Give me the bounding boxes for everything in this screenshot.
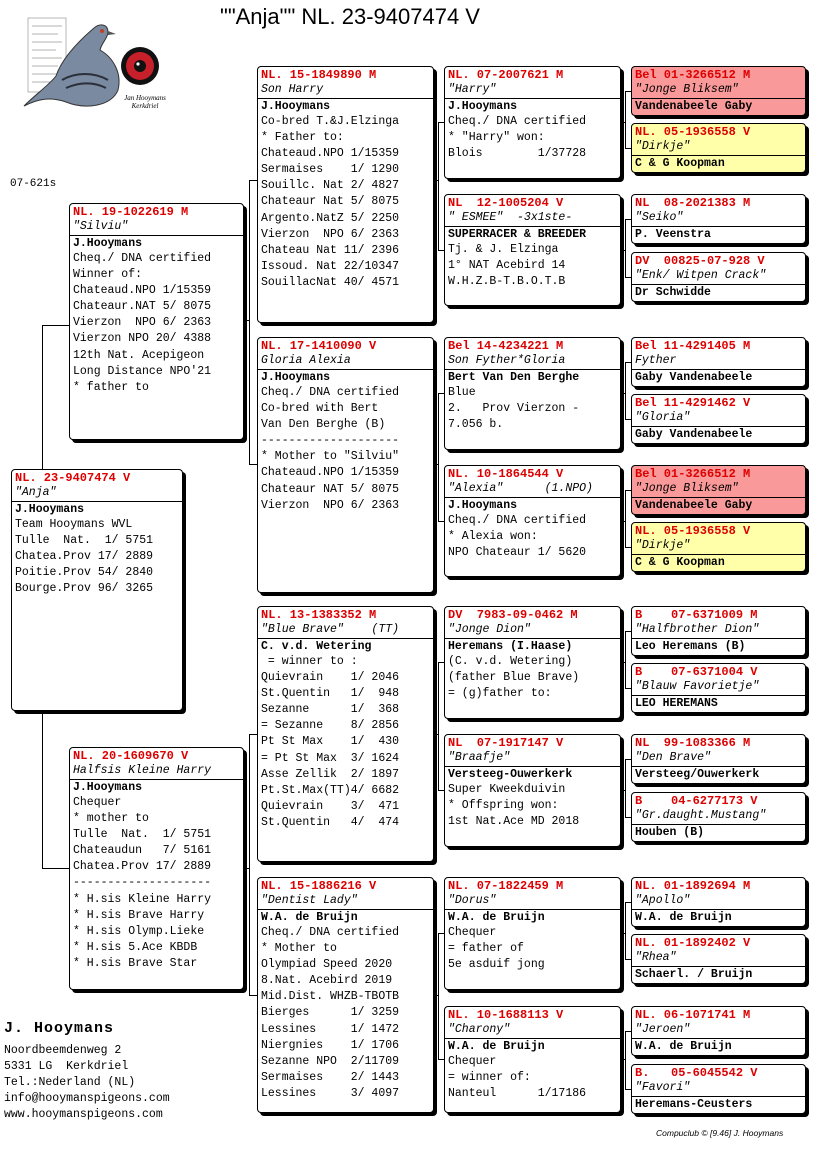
ring-number: NL 99-1083366 M: [635, 736, 751, 750]
pigeon-name: "Dentist Lady": [261, 894, 358, 907]
g4-ancestor-box: [631, 1006, 806, 1056]
ring-number: Bel 14-4234221 M: [448, 339, 564, 353]
tree-connector: [438, 393, 444, 394]
breeder-name: W.A. de Bruijn: [448, 1040, 545, 1053]
tree-connector: [625, 219, 626, 277]
info-line: Chequer: [73, 796, 122, 809]
g4-ancestor-box: [631, 877, 806, 927]
tree-connector: [625, 959, 631, 960]
info-line: Issoud. Nat 22/10347: [261, 259, 400, 273]
info-line: 1st Nat.Ace MD 2018: [448, 815, 580, 829]
ring-number: NL 12-1005204 V: [448, 196, 564, 210]
g4-ancestor-box: [631, 734, 806, 784]
ring-number: NL. 13-1383352 M: [261, 608, 377, 622]
breeder-name: C. v.d. Wetering: [261, 640, 372, 653]
breeder-name: Heremans-Ceusters: [635, 1098, 753, 1111]
info-line: * Mother to "Silviu": [261, 450, 400, 464]
ring-number: NL. 06-1071741 M: [635, 1008, 751, 1022]
ring-number: B 07-6371004 V: [635, 665, 758, 679]
tree-connector: [438, 662, 439, 790]
pigeon-name: "Den Brave": [635, 751, 711, 764]
info-line: * H.sis Olymp.Lieke: [73, 924, 205, 938]
info-line: * Offspring won:: [448, 799, 559, 813]
info-line: 5e asduif jong: [448, 958, 545, 972]
info-line: = (g)father to:: [448, 687, 552, 701]
pigeon-name: "Jonge Bliksem": [635, 482, 739, 495]
info-line: * Mother to: [261, 942, 337, 956]
pigeon-name: "Seiko": [635, 211, 684, 224]
breeder-name: J.Hooymans: [73, 237, 143, 250]
tree-connector: [42, 711, 43, 868]
great-grandparent-box: [444, 606, 621, 719]
info-line: Niergnies 1/ 1706: [261, 1038, 400, 1052]
info-line: * Father to:: [261, 131, 344, 145]
tree-connector: [625, 631, 626, 688]
info-line: Chateaud.NPO 1/15359: [261, 147, 400, 161]
g4-ancestor-box: [631, 252, 806, 302]
tree-connector: [625, 1031, 626, 1089]
address-line: Noordbeemdenweg 2: [4, 1044, 122, 1057]
ring-number: NL. 10-1864544 V: [448, 467, 564, 481]
address-line: info@hooymanspigeons.com: [4, 1092, 170, 1105]
info-line: Souillc. Nat 2/ 4827: [261, 179, 400, 193]
info-line: 8.Nat. Acebird 2019: [261, 974, 393, 988]
info-line: Chateaudun 7/ 5161: [73, 844, 212, 858]
info-line: Pt.St.Max(TT)4/ 6682: [261, 783, 400, 797]
info-line: Cheq./ DNA certified: [448, 514, 587, 527]
info-line: * father to: [73, 380, 149, 394]
ring-number: NL 07-1917147 V: [448, 736, 564, 750]
g4-ancestor-box: [631, 1064, 806, 1114]
info-line: Cheq./ DNA certified: [261, 926, 400, 939]
ring-number: DV 00825-07-928 V: [635, 254, 765, 268]
info-line: Quievrain 3/ 471: [261, 799, 400, 813]
pigeon-name: Fyther: [635, 354, 677, 367]
pigeon-name: "Jonge Dion": [448, 623, 531, 636]
info-line: = Pt St Max 3/ 1624: [261, 751, 400, 765]
pigeon-name: Gloria Alexia: [261, 354, 351, 367]
grandparent-box: [257, 66, 434, 323]
info-line: Lessines 3/ 4097: [261, 1086, 400, 1100]
g4-ancestor-box: [631, 337, 806, 387]
ring-number: NL. 23-9407474 V: [15, 471, 131, 485]
info-line: 7.056 b.: [448, 418, 504, 432]
info-line: Nanteul 1/17186: [448, 1087, 587, 1101]
info-line: Cheq./ DNA certified: [261, 386, 400, 399]
info-line: Co-bred with Bert: [261, 402, 379, 416]
g4-ancestor-box: [631, 792, 806, 842]
great-grandparent-box: [444, 66, 621, 179]
pigeon-name: "Charony": [448, 1023, 511, 1036]
tree-connector: [438, 122, 444, 123]
address-lines: [4, 1043, 170, 1123]
breeder-name: C & G Koopman: [635, 157, 725, 170]
pigeon-name: Son Fyther*Gloria: [448, 354, 566, 367]
pigeon-name: "Apollo": [635, 894, 691, 907]
breeder-name: Schaerl. / Bruijn: [635, 968, 753, 981]
info-line: Sermaises 2/ 1443: [261, 1070, 400, 1084]
info-line: --------------------: [261, 434, 400, 448]
info-line: Chateau Nat 11/ 2396: [261, 243, 400, 257]
ring-number: NL 08-2021383 M: [635, 196, 751, 210]
info-line: Chateaur Nat 5/ 8075: [261, 195, 400, 209]
breeder-name: P. Veenstra: [635, 228, 711, 241]
breeder-name: LEO HEREMANS: [635, 697, 718, 710]
dam-box: [69, 747, 244, 990]
tree-connector: [249, 734, 250, 995]
info-line: Chequer: [448, 926, 497, 939]
g4-ancestor-box: [631, 394, 806, 444]
ring-number: NL. 05-1936558 V: [635, 125, 751, 139]
tree-connector: [42, 325, 43, 469]
tree-connector: [625, 631, 631, 632]
pigeon-name: "Dirkje": [635, 539, 691, 552]
info-line: Lessines 1/ 1472: [261, 1022, 400, 1036]
info-line: --------------------: [73, 876, 212, 890]
ring-number: NL. 19-1022619 M: [73, 205, 189, 219]
info-line: * H.sis Brave Harry: [73, 908, 205, 922]
info-line: Winner of:: [73, 268, 143, 282]
ring-number: NL. 10-1688113 V: [448, 1008, 564, 1022]
breeder-name: Versteeg/Ouwerkerk: [635, 768, 760, 781]
tree-connector: [42, 325, 69, 326]
pigeon-name: "Harry": [448, 83, 497, 96]
tree-connector: [625, 1031, 631, 1032]
info-line: St.Quentin 4/ 474: [261, 815, 400, 829]
breeder-name: Houben (B): [635, 826, 705, 839]
info-line: Tj. & J. Elzinga: [448, 243, 559, 256]
info-line: Asse Zellik 2/ 1897: [261, 767, 400, 781]
info-line: Sezanne 1/ 368: [261, 703, 400, 717]
breeder-name: Gaby Vandenabeele: [635, 428, 753, 441]
tree-connector: [438, 662, 444, 663]
info-line: (C. v.d. Wetering): [448, 655, 573, 668]
breeder-name: J.Hooymans: [261, 100, 331, 113]
g4-ancestor-box: [631, 123, 806, 173]
pigeon-logo: [22, 14, 172, 126]
tree-connector: [625, 1089, 631, 1090]
info-line: Mid.Dist. WHZB-TBOTB: [261, 990, 400, 1004]
tree-connector: [625, 362, 631, 363]
g4-ancestor-box: [631, 66, 806, 116]
info-line: * Alexia won:: [448, 530, 538, 544]
tree-connector: [625, 490, 626, 547]
tree-connector: [625, 759, 626, 817]
ring-number: NL. 15-1886216 V: [261, 879, 377, 893]
pigeon-name: "Anja": [15, 486, 57, 499]
breeder-name: Versteeg-Ouwerkerk: [448, 768, 573, 781]
ring-number: NL. 17-1410090 V: [261, 339, 377, 353]
address-line: Tel.:Nederland (NL): [4, 1076, 136, 1089]
info-line: Chatea.Prov 17/ 2889: [73, 860, 212, 874]
info-line: Chateaud.NPO 1/15359: [73, 284, 212, 298]
info-line: Vierzon NPO 6/ 2363: [73, 316, 212, 330]
ring-number: NL. 15-1849890 M: [261, 68, 377, 82]
tree-connector: [625, 817, 631, 818]
g4-ancestor-box: [631, 194, 806, 244]
ring-number: NL. 05-1936558 V: [635, 524, 751, 538]
g4-ancestor-box: [631, 934, 806, 984]
pigeon-name: "Gr.daught.Mustang": [635, 809, 767, 822]
ring-number: Bel 01-3266512 M: [635, 467, 751, 481]
g4-ancestor-box: [631, 663, 806, 713]
tree-connector: [625, 91, 626, 148]
info-line: NPO Chateaur 1/ 5620: [448, 546, 587, 560]
tree-connector: [249, 995, 257, 996]
info-line: (father Blue Brave): [448, 671, 580, 685]
tree-connector: [438, 933, 444, 934]
tree-connector: [249, 734, 257, 735]
info-line: Co-bred T.&J.Elzinga: [261, 115, 400, 128]
info-line: = winner of:: [448, 1071, 531, 1085]
pedigree-code: 07-621s: [10, 178, 57, 190]
info-line: Olympiad Speed 2020: [261, 958, 393, 972]
tree-connector: [625, 277, 631, 278]
ring-number: NL. 07-1822459 M: [448, 879, 564, 893]
pigeon-name: "Alexia" (1.NPO): [448, 482, 593, 495]
info-line: * mother to: [73, 812, 149, 826]
subject-box: [11, 469, 183, 711]
info-line: Chateaur.NAT 5/ 8075: [73, 300, 212, 314]
tree-connector: [249, 464, 257, 465]
breeder-name: Heremans (I.Haase): [448, 640, 573, 653]
software-credit: Compuclub © [9.46] J. Hooymans: [656, 1128, 784, 1138]
pigeon-name: "Favori": [635, 1081, 691, 1094]
ring-number: NL. 07-2007621 M: [448, 68, 564, 82]
info-line: Blue: [448, 386, 476, 399]
ring-number: Bel 01-3266512 M: [635, 68, 751, 82]
pigeon-name: "Enk/ Witpen Crack": [635, 269, 767, 282]
breeder-name: W.A. de Bruijn: [448, 911, 545, 924]
breeder-name: J.Hooymans: [15, 503, 85, 516]
breeder-name: Dr Schwidde: [635, 286, 711, 299]
breeder-name: Bert Van Den Berghe: [448, 371, 580, 384]
tree-connector: [625, 902, 626, 959]
ring-number: NL. 01-1892402 V: [635, 936, 751, 950]
tree-connector: [625, 490, 631, 491]
pigeon-name: "Gloria": [635, 411, 691, 424]
info-line: Blois 1/37728: [448, 147, 587, 161]
tree-connector: [438, 250, 444, 251]
tree-connector: [438, 1059, 444, 1060]
great-grandparent-box: [444, 465, 621, 577]
breeder-name: W.A. de Bruijn: [635, 1040, 732, 1053]
info-line: Sermaises 1/ 1290: [261, 163, 400, 177]
info-line: Argento.NatZ 5/ 2250: [261, 211, 400, 225]
tree-connector: [625, 902, 631, 903]
info-line: = Sezanne 8/ 2856: [261, 719, 400, 733]
great-grandparent-box: [444, 734, 621, 847]
info-line: 12th Nat. Acepigeon: [73, 348, 205, 362]
breeder-name: J.Hooymans: [448, 100, 518, 113]
breeder-name: W.A. de Bruijn: [635, 911, 732, 924]
info-line: Poitie.Prov 54/ 2840: [15, 566, 154, 580]
info-line: Cheq./ DNA certified: [448, 115, 587, 128]
grandparent-box: [257, 877, 434, 1113]
sire-box: [69, 203, 244, 440]
tree-connector: [438, 122, 439, 250]
info-line: Chatea.Prov 17/ 2889: [15, 550, 154, 564]
info-line: W.H.Z.B-T.B.O.T.B: [448, 275, 566, 289]
info-line: St.Quentin 1/ 948: [261, 687, 400, 701]
info-line: 2. Prov Vierzon -: [448, 402, 580, 416]
info-line: Vierzon NPO 20/ 4388: [73, 332, 212, 346]
info-line: Bourge.Prov 96/ 3265: [15, 582, 154, 596]
info-line: * H.sis Kleine Harry: [73, 892, 212, 906]
page-title: ""Anja"" NL. 23-9407474 V: [220, 4, 480, 29]
info-line: Cheq./ DNA certified: [73, 252, 212, 265]
g4-ancestor-box: [631, 606, 806, 656]
tree-connector: [625, 148, 631, 149]
info-line: Chequer: [448, 1055, 497, 1068]
info-line: Van Den Berghe (B): [261, 418, 386, 432]
ring-number: Bel 11-4291405 M: [635, 339, 751, 353]
breeder-name: W.A. de Bruijn: [261, 911, 358, 924]
grandparent-box: [257, 606, 434, 862]
breeder-name: J.Hooymans: [261, 371, 331, 384]
pigeon-name: Halfsis Kleine Harry: [73, 764, 212, 777]
address-line: www.hooymanspigeons.com: [4, 1108, 163, 1121]
pigeon-name: "Dirkje": [635, 140, 691, 153]
tree-connector: [625, 91, 631, 92]
tree-connector: [438, 393, 439, 521]
info-line: * H.sis 5.Ace KBDB: [73, 940, 198, 954]
pigeon-name: "Halfbrother Dion": [635, 623, 760, 636]
tree-connector: [42, 868, 69, 869]
info-line: Chateaud.NPO 1/15359: [261, 466, 400, 480]
tree-connector: [438, 790, 444, 791]
breeder-name: J.Hooymans: [73, 781, 143, 794]
address-line: 5331 LG Kerkdriel: [4, 1060, 129, 1073]
pigeon-name: "Jonge Bliksem": [635, 83, 739, 96]
great-grandparent-box: [444, 877, 621, 990]
pigeon-name: "Rhea": [635, 951, 677, 964]
breeder-name: Leo Heremans (B): [635, 640, 746, 653]
info-line: Quievrain 1/ 2046: [261, 671, 400, 685]
info-line: SouillacNat 40/ 4571: [261, 275, 400, 289]
info-line: Super Kweekduivin: [448, 783, 566, 796]
tree-connector: [438, 933, 439, 1059]
pigeon-name: " ESMEE" -3x1ste-: [448, 211, 573, 224]
breeder-name: SUPERRACER & BREEDER: [448, 228, 587, 241]
tree-connector: [625, 759, 631, 760]
info-line: = father of: [448, 942, 524, 956]
pigeon-name: Son Harry: [261, 83, 324, 96]
info-line: Bierges 1/ 3259: [261, 1006, 400, 1020]
info-line: Team Hooymans WVL: [15, 518, 133, 531]
great-grandparent-box: [444, 194, 621, 306]
info-line: Vierzon NPO 6/ 2363: [261, 498, 400, 512]
breeder-name: J.Hooymans: [448, 499, 518, 512]
ring-number: Bel 11-4291462 V: [635, 396, 751, 410]
owner-name: J. Hooymans: [4, 1020, 115, 1037]
tree-connector: [438, 521, 444, 522]
info-line: * H.sis Brave Star: [73, 956, 198, 970]
ring-number: DV 7983-09-0462 M: [448, 608, 578, 622]
grandparent-box: [257, 337, 434, 593]
breeder-name: Vandenabeele Gaby: [635, 100, 753, 113]
ring-number: B 04-6277173 V: [635, 794, 758, 808]
g4-ancestor-box: [631, 522, 806, 572]
ring-number: B. 05-6045542 V: [635, 1066, 758, 1080]
tree-connector: [625, 688, 631, 689]
tree-connector: [249, 180, 250, 464]
breeder-name: Vandenabeele Gaby: [635, 499, 753, 512]
pigeon-name: "Silviu": [73, 220, 129, 233]
info-line: Vierzon NPO 6/ 2363: [261, 227, 400, 241]
info-line: = winner to :: [261, 655, 358, 668]
tree-connector: [249, 180, 257, 181]
g4-ancestor-box: [631, 465, 806, 515]
great-grandparent-box: [444, 1006, 621, 1113]
ring-number: NL. 20-1609670 V: [73, 749, 189, 763]
pigeon-name: "Jeroen": [635, 1023, 691, 1036]
logo-label: Jan Hooymans Kerkdriel: [124, 94, 166, 110]
ring-number: B 07-6371009 M: [635, 608, 758, 622]
info-line: Tulle Nat. 1/ 5751: [73, 828, 212, 842]
pigeon-name: "Braafje": [448, 751, 511, 764]
tree-connector: [625, 547, 631, 548]
pigeon-name: "Blauw Favorietje": [635, 680, 760, 693]
pigeon-name: "Dorus": [448, 894, 497, 907]
info-line: Long Distance NPO'21: [73, 364, 212, 378]
breeder-name: C & G Koopman: [635, 556, 725, 569]
info-line: Pt St Max 1/ 430: [261, 735, 400, 749]
ring-number: NL. 01-1892694 M: [635, 879, 751, 893]
info-line: Tulle Nat. 1/ 5751: [15, 534, 154, 548]
tree-connector: [625, 219, 631, 220]
pigeon-name: "Blue Brave" (TT): [261, 623, 400, 636]
tree-connector: [625, 419, 631, 420]
owner-address: [4, 1020, 170, 1123]
breeder-name: Gaby Vandenabeele: [635, 371, 753, 384]
info-line: Sezanne NPO 2/11709: [261, 1054, 400, 1068]
info-line: 1° NAT Acebird 14: [448, 259, 566, 273]
info-line: Chateaur NAT 5/ 8075: [261, 482, 400, 496]
tree-connector: [625, 362, 626, 419]
info-line: * "Harry" won:: [448, 131, 545, 145]
great-grandparent-box: [444, 337, 621, 450]
